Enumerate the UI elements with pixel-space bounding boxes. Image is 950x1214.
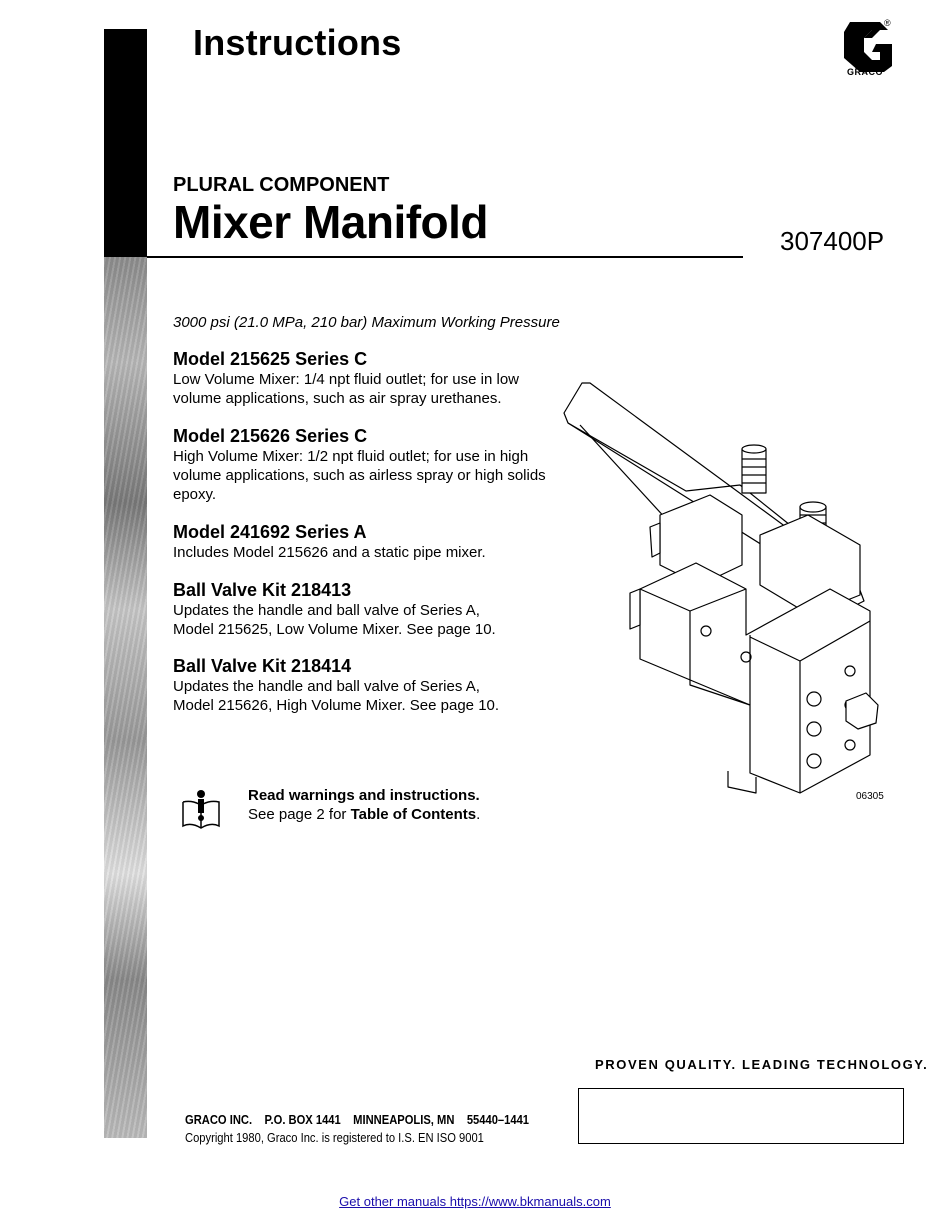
section-body-line: volume applications, such as air spray urethanes. bbox=[173, 390, 502, 407]
figure-number: 06305 bbox=[856, 791, 884, 802]
warning-heading: Read warnings and instructions. bbox=[248, 787, 480, 804]
section-heading: Model 215626 Series C bbox=[173, 426, 368, 446]
section-model-215626 bbox=[173, 425, 573, 504]
table-of-contents-ref: Table of Contents bbox=[350, 806, 477, 823]
brand-name: GRACO bbox=[847, 67, 883, 77]
address-box bbox=[578, 1088, 904, 1144]
document-title: Mixer Manifold bbox=[173, 196, 489, 248]
read-manual-icon bbox=[181, 788, 221, 830]
section-heading: Model 215625 Series C bbox=[173, 349, 368, 369]
section-body-line: Includes Model 215626 and a static pipe mixer. bbox=[173, 544, 486, 561]
warning-line2 bbox=[248, 806, 480, 823]
max-pressure-note: 3000 psi (21.0 MPa, 210 bar) Maximum Working Pressure bbox=[173, 314, 560, 331]
section-body-line: Model 215626, High Volume Mixer. See page 10. bbox=[173, 697, 500, 714]
document-subtitle: PLURAL COMPONENT bbox=[173, 174, 390, 196]
section-heading: Ball Valve Kit 218413 bbox=[173, 580, 352, 600]
section-body-line: Updates the handle and ball valve of Series A, bbox=[173, 678, 480, 695]
section-body-line: epoxy. bbox=[173, 486, 217, 503]
warning-line2-prefix: See page 2 for bbox=[248, 806, 351, 823]
section-heading: Ball Valve Kit 218414 bbox=[173, 656, 352, 676]
section-model-241692 bbox=[173, 521, 573, 562]
company-address: GRACO INC. P.O. BOX 1441 MINNEAPOLIS, MN 55440–1441 bbox=[185, 1112, 530, 1127]
section-kit-218413 bbox=[173, 579, 573, 639]
section-body-line: Model 215625, Low Volume Mixer. See page 10. bbox=[173, 621, 496, 638]
title-divider bbox=[147, 256, 743, 258]
manuals-link[interactable]: Get other manuals https://www.bkmanuals.com bbox=[339, 1194, 611, 1209]
side-band-black bbox=[104, 29, 147, 257]
section-model-215625 bbox=[173, 348, 573, 408]
section-body-line: volume applications, such as airless spray or high solids bbox=[173, 467, 546, 484]
mixer-manifold-illustration bbox=[560, 375, 890, 800]
section-kit-218414 bbox=[173, 655, 573, 715]
side-band-metal bbox=[104, 257, 147, 1138]
section-heading: Model 241692 Series A bbox=[173, 522, 367, 542]
header-label: Instructions bbox=[193, 22, 402, 63]
section-body-line: High Volume Mixer: 1/2 npt fluid outlet; for use in high bbox=[173, 448, 529, 465]
document-number: 307400P bbox=[780, 226, 885, 256]
copyright-notice: Copyright 1980, Graco Inc. is registered to I.S. EN ISO 9001 bbox=[185, 1130, 484, 1145]
section-body-line: Updates the handle and ball valve of Series A, bbox=[173, 602, 480, 619]
warning-line2-suffix: . bbox=[476, 806, 481, 823]
tagline: PROVEN QUALITY. LEADING TECHNOLOGY. bbox=[595, 1057, 929, 1072]
registered-mark: ® bbox=[884, 18, 891, 28]
section-body-line: Low Volume Mixer: 1/4 npt fluid outlet; for use in low bbox=[173, 371, 520, 388]
